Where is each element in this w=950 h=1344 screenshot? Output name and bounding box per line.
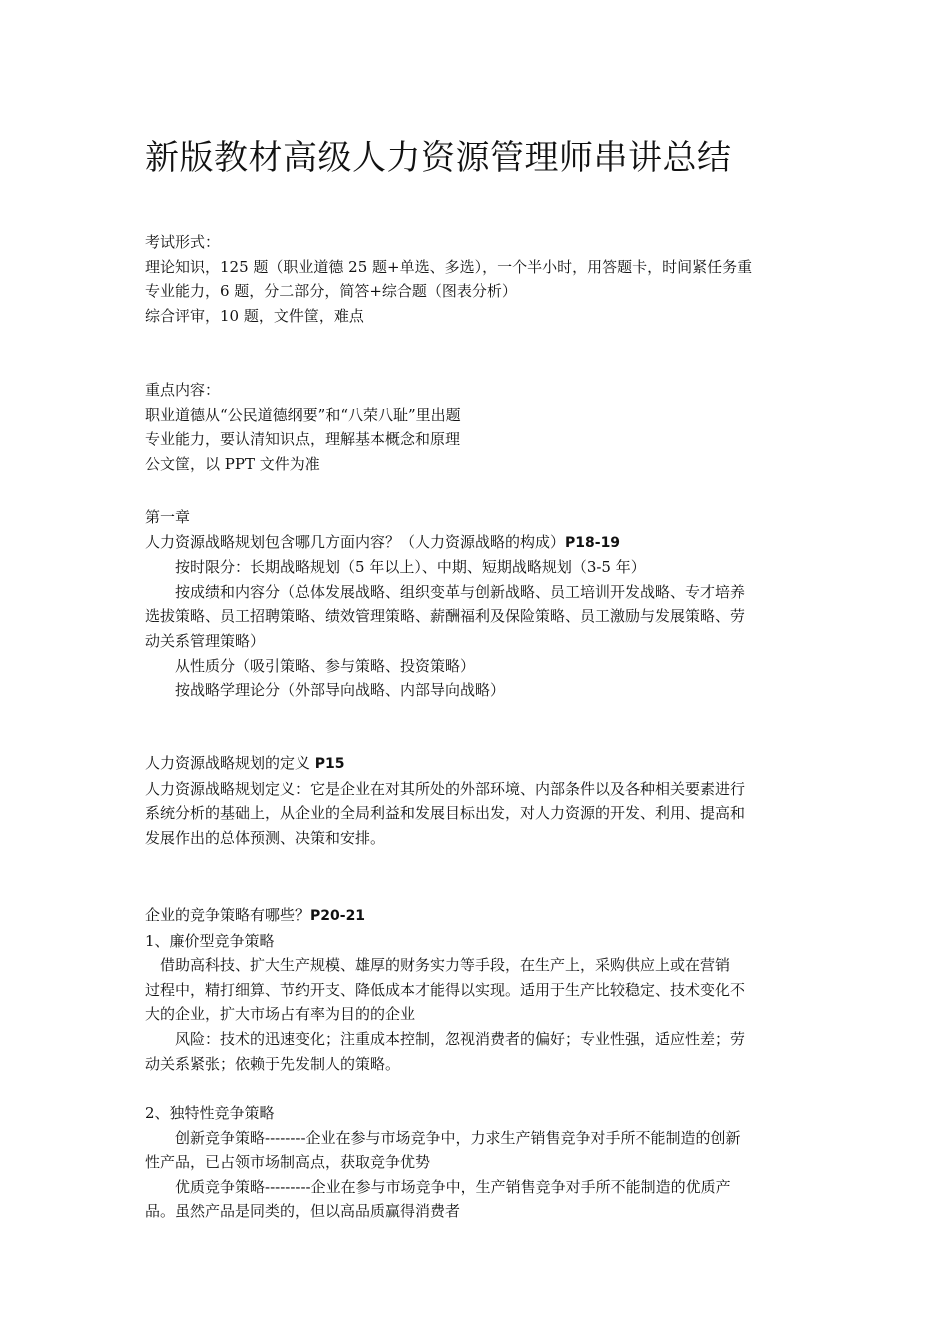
- body-line: 借助高科技、扩大生产规模、雄厚的财务实力等手段，在生产上，采购供应上或在营销: [160, 956, 731, 975]
- key-content-section: [145, 378, 810, 476]
- chapter-heading: 第一章: [145, 508, 191, 526]
- key-content-line: 专业能力，要认清知识点，理解基本概念和原理: [145, 430, 461, 449]
- exam-form-line: 综合评审，10 题，文件筐，难点: [145, 306, 364, 325]
- page-reference: P15: [314, 756, 345, 772]
- exam-form-line: 专业能力，6 题，分二部分，简答+综合题（图表分析）: [145, 282, 517, 301]
- question-heading: [145, 530, 810, 556]
- chapter1-section: [145, 505, 810, 703]
- competition-section-2: [145, 1101, 810, 1224]
- body-line: 过程中，精打细算、节约开支、降低成本才能得以实现。适用于生产比较稳定、技术变化不: [145, 980, 746, 999]
- body-line: 系统分析的基础上，从企业的全局利益和发展目标出发，对人力资源的开发、利用、提高和: [145, 804, 746, 823]
- page-reference: P18-19: [565, 534, 621, 551]
- body-line: 发展作出的总体预测、决策和安排。: [145, 828, 386, 847]
- definition-section: [145, 751, 810, 850]
- competition-heading: [145, 903, 810, 929]
- body-line: 品。虽然产品是同类的，但以高品质赢得消费者: [145, 1202, 461, 1221]
- body-line: 优质竞争策略---------企业在参与市场竞争中，生产销售竞争对手所不能制造的优质产: [175, 1177, 731, 1196]
- body-line: 创新竞争策略--------企业在参与市场竞争中，力求生产销售竞争对手所不能制造的创新: [175, 1128, 741, 1147]
- exam-form-heading: 考试形式：: [145, 233, 221, 251]
- key-content-heading: 重点内容：: [145, 381, 221, 399]
- body-line: 选拔策略、员工招聘策略、绩效管理策略、薪酬福利及保险策略、员工激励与发展策略、劳: [145, 607, 746, 626]
- body-line: 人力资源战略规划定义：它是企业在对其所处的外部环境、内部条件以及各种相关要素进行: [145, 779, 746, 798]
- exam-form-section: [145, 230, 810, 328]
- document-title: 新版教材高级人力资源管理师串讲总结: [145, 138, 732, 178]
- key-content-line: 公文筐，以 PPT 文件为准: [145, 454, 320, 473]
- competition-heading-text: 企业的竞争策略有哪些？: [145, 906, 311, 924]
- question-text: 人力资源战略规划包含哪几方面内容？（人力资源战略的构成）: [145, 532, 566, 551]
- body-line: 按成绩和内容分（总体发展战略、组织变革与创新战略、员工培训开发战略、专才培养: [175, 582, 746, 601]
- body-line: 动关系管理策略）: [145, 631, 266, 650]
- competition-section: [145, 903, 810, 1076]
- body-line: 风险：技术的迅速变化；注重成本控制，忽视消费者的偏好；专业性强，适应性差；劳: [175, 1029, 746, 1048]
- exam-form-line: 理论知识，125 题（职业道德 25 题+单选、多选），一个半小时，用答题卡，时间紧任务重: [145, 257, 753, 276]
- key-content-line: 职业道德从“公民道德纲要”和“八荣八耻”里出题: [145, 405, 461, 424]
- body-line: 按战略学理论分（外部导向战略、内部导向战略）: [175, 681, 506, 700]
- definition-heading: [145, 751, 810, 777]
- body-line: 动关系紧张；依赖于先发制人的策略。: [145, 1054, 401, 1073]
- body-line: 大的企业，扩大市场占有率为目的的企业: [145, 1005, 416, 1024]
- strategy-title: 1、廉价型竞争策略: [145, 931, 275, 950]
- body-line: 性产品，已占领市场制高点，获取竞争优势: [145, 1153, 431, 1172]
- page-reference: P20-21: [310, 908, 366, 924]
- definition-heading-text: 人力资源战略规划的定义: [145, 754, 311, 772]
- body-line: 从性质分（吸引策略、参与策略、投资策略）: [175, 656, 476, 675]
- strategy-title: 2、独特性竞争策略: [145, 1104, 275, 1122]
- body-line: 按时限分：长期战略规划（5 年以上）、中期、短期战略规划（3-5 年）: [175, 558, 646, 577]
